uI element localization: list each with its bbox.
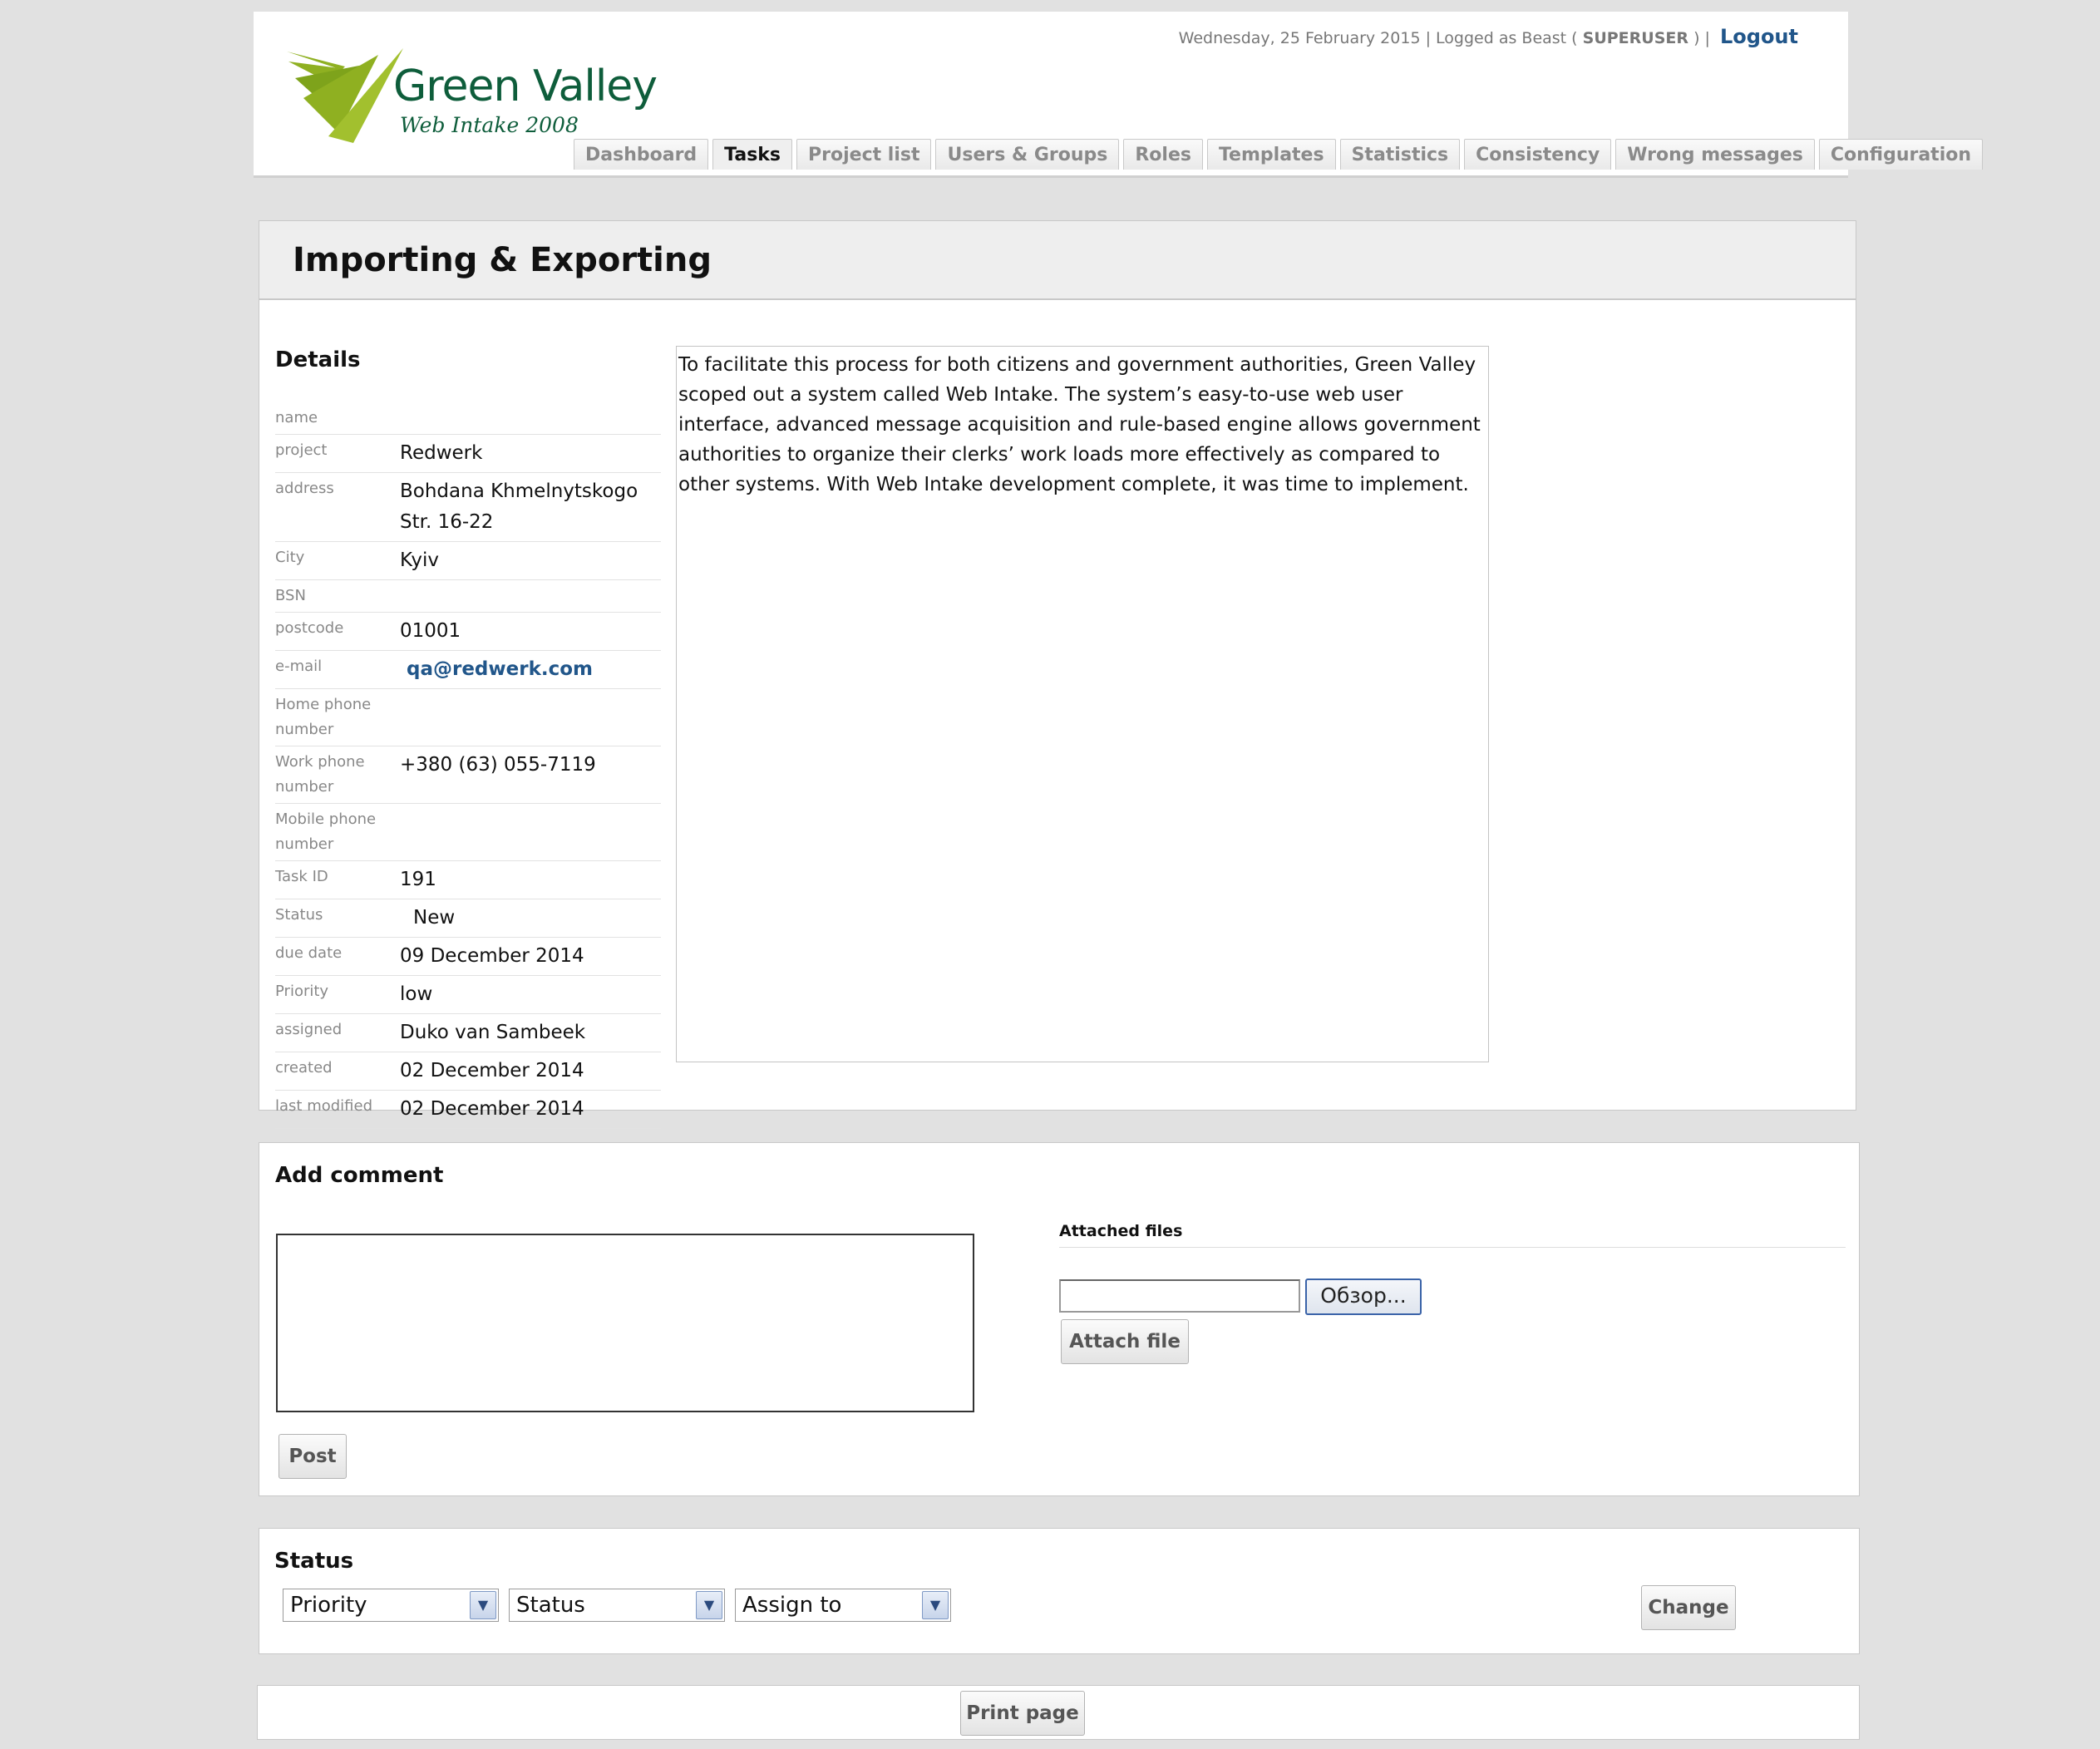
detail-row-assigned <box>275 1014 661 1052</box>
print-panel <box>257 1685 1860 1740</box>
detail-key: Home phone number <box>275 689 400 746</box>
detail-key: address <box>275 473 400 542</box>
detail-row-name <box>275 402 661 435</box>
tab-project-list[interactable]: Project list <box>796 139 931 170</box>
logout-link[interactable]: Logout <box>1719 25 1798 48</box>
detail-value: 02 December 2014 <box>400 1091 661 1129</box>
detail-value <box>400 402 661 435</box>
change-button[interactable]: Change <box>1641 1585 1736 1630</box>
user-info-bar <box>1179 25 1798 48</box>
detail-key: City <box>275 542 400 580</box>
status-select[interactable] <box>509 1589 725 1622</box>
details-table <box>275 402 661 1129</box>
attached-files-label: Attached files <box>1059 1222 1183 1240</box>
tab-users-groups[interactable]: Users & Groups <box>935 139 1119 170</box>
logo-name: Green Valley <box>393 62 658 111</box>
detail-row-priority <box>275 976 661 1014</box>
logo[interactable] <box>287 45 658 153</box>
priority-select[interactable] <box>283 1589 499 1622</box>
tab-statistics[interactable]: Statistics <box>1340 139 1461 170</box>
detail-value <box>400 651 661 689</box>
post-button[interactable]: Post <box>279 1434 347 1479</box>
detail-key: assigned <box>275 1014 400 1052</box>
tab-roles[interactable]: Roles <box>1123 139 1203 170</box>
tab-wrong-messages[interactable]: Wrong messages <box>1615 139 1815 170</box>
task-panel <box>259 220 1856 1120</box>
browse-button[interactable]: Обзор... <box>1305 1278 1422 1315</box>
tab-dashboard[interactable]: Dashboard <box>574 139 708 170</box>
detail-key: postcode <box>275 613 400 651</box>
detail-value: +380 (63) 055-7119 <box>400 746 661 804</box>
logo-subtitle: Web Intake 2008 <box>400 113 579 137</box>
detail-row-task-id <box>275 861 661 899</box>
detail-key: Work phone number <box>275 746 400 804</box>
file-path-input[interactable] <box>1059 1279 1300 1313</box>
detail-row-email <box>275 651 661 689</box>
chevron-down-icon[interactable]: ▼ <box>922 1591 949 1619</box>
detail-row-address <box>275 473 661 542</box>
detail-key: Status <box>275 899 400 938</box>
details-heading: Details <box>275 347 361 372</box>
detail-value: Duko van Sambeek <box>400 1014 661 1052</box>
tab-templates[interactable]: Templates <box>1207 139 1336 170</box>
detail-row-home-phone <box>275 689 661 746</box>
logged-prefix: Logged as Beast ( <box>1436 29 1578 47</box>
chevron-down-icon[interactable]: ▼ <box>696 1591 722 1619</box>
attach-file-button[interactable]: Attach file <box>1061 1319 1189 1364</box>
detail-key: due date <box>275 938 400 976</box>
current-date: Wednesday, 25 February 2015 <box>1178 29 1421 47</box>
status-select-value: Status <box>516 1593 585 1618</box>
detail-value: Kyiv <box>400 542 661 580</box>
main-nav <box>574 139 1983 170</box>
separator: | <box>1425 29 1437 47</box>
detail-value: 191 <box>400 861 661 899</box>
detail-key: last modified <box>275 1091 400 1129</box>
priority-select-value: Priority <box>290 1593 367 1618</box>
detail-row-last-modified <box>275 1091 661 1129</box>
status-value: New <box>413 907 456 929</box>
email-link[interactable]: qa@redwerk.com <box>407 658 594 680</box>
detail-value <box>400 804 661 861</box>
detail-row-work-phone <box>275 746 661 804</box>
separator: | <box>1704 29 1715 47</box>
divider <box>1059 1247 1846 1248</box>
detail-value: 02 December 2014 <box>400 1052 661 1091</box>
chevron-down-icon[interactable]: ▼ <box>470 1591 496 1619</box>
user-role: SUPERUSER <box>1582 29 1689 47</box>
detail-key: project <box>275 435 400 473</box>
assign-to-select[interactable] <box>735 1589 951 1622</box>
tab-configuration[interactable]: Configuration <box>1819 139 1983 170</box>
logged-suffix: ) <box>1693 29 1700 47</box>
status-panel <box>259 1528 1860 1654</box>
add-comment-heading: Add comment <box>275 1163 444 1188</box>
detail-key: Task ID <box>275 861 400 899</box>
tab-consistency[interactable]: Consistency <box>1464 139 1611 170</box>
task-description: To facilitate this process for both citizens and government authorities, Green Valley scoped out a system called Web Intake. The system’s easy-to-use web user interface, advanced message acquisition and rule-based engine allows government authorities to organize their clerks’ work loads more effectively as compared to other systems. With Web Intake development complete, it was time to implement. <box>676 346 1489 1062</box>
detail-row-created <box>275 1052 661 1091</box>
detail-row-project <box>275 435 661 473</box>
detail-row-mobile-phone <box>275 804 661 861</box>
comment-textarea[interactable] <box>276 1234 974 1412</box>
detail-key: name <box>275 402 400 435</box>
detail-key: Mobile phone number <box>275 804 400 861</box>
detail-value: Bohdana Khmelnytskogo Str. 16-22 <box>400 473 661 542</box>
detail-row-bsn <box>275 580 661 613</box>
title-bar <box>259 221 1856 300</box>
detail-row-status <box>275 899 661 938</box>
detail-key: e-mail <box>275 651 400 689</box>
detail-value <box>400 689 661 746</box>
detail-value <box>400 899 661 938</box>
assign-to-select-value: Assign to <box>742 1593 842 1618</box>
detail-row-postcode <box>275 613 661 651</box>
detail-value: 09 December 2014 <box>400 938 661 976</box>
detail-key: BSN <box>275 580 400 613</box>
detail-value: 01001 <box>400 613 661 651</box>
detail-value <box>400 580 661 613</box>
print-page-button[interactable]: Print page <box>960 1691 1085 1736</box>
detail-row-due-date <box>275 938 661 976</box>
page-title: Importing & Exporting <box>293 241 712 279</box>
status-heading: Status <box>274 1549 354 1574</box>
tab-tasks[interactable]: Tasks <box>712 139 792 170</box>
detail-key: Priority <box>275 976 400 1014</box>
detail-row-city <box>275 542 661 580</box>
header <box>254 12 1972 178</box>
detail-key: created <box>275 1052 400 1091</box>
detail-value: Redwerk <box>400 435 661 473</box>
detail-value: low <box>400 976 661 1014</box>
comment-panel <box>259 1142 1860 1496</box>
